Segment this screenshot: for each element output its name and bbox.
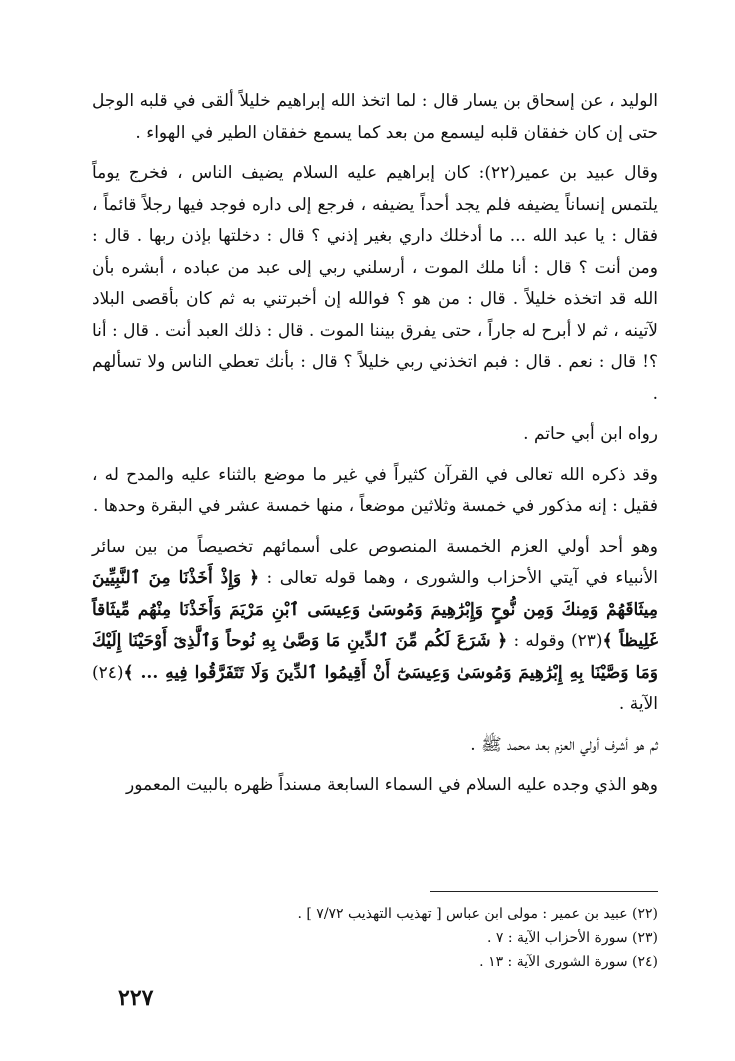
footnote-22: (٢٢) عبيد بن عمير : مولى ابن عباس [ تهذيب التهذيب ٧/٧٢ ] . — [297, 906, 658, 922]
paragraph-6: ثم هو أشرف أولي العزم بعد محمد ﷺ . — [470, 734, 658, 755]
main-text — [92, 86, 658, 802]
paragraph-5-mid: وقوله : — [507, 631, 571, 651]
page-number: ٢٢٧ — [118, 985, 154, 1011]
paragraph-4: وقد ذكره الله تعالى في القرآن كثيراً في غير ما موضع بالثناء عليه والمدح له ، فقيل : إنه مذكور في خمسة وثلاثين موضعاً ، منها خمسة عشر في البقرة وحدها . — [92, 464, 658, 516]
paragraph-2: وقال عبيد بن عمير(٢٢): كان إبراهيم عليه السلام يضيف الناس ، فخرج يوماً يلتمس إنساناً يضيفه فلم يجد أحداً يضيفه ، فرجع إلى داره فوجد فيها رجلاً قائماً ، فقال : يا عبد الله ... ما أدخلك داري بغير إذني ؟ قال : دخلتها بإذن ربها . قال : ومن أنت ؟ قال : أنا ملك الموت ، أرسلني ربي إلى عبد من عباده ، أبشره بأن الله قد اتخذه خليلاً . قال : من هو ؟ فوالله إن أخبرتني به ثم كان بأقصى البلاد لآتينه ، ثم لا أبرح له جاراً ، حتى يفرق بيننا الموت . قال : ذلك العبد أنت . قال : أنا ؟! قال : نعم . قال : فبم اتخذني ربي خليلاً ؟ قال : بأنك تعطي الناس ولا تسألهم . — [92, 163, 658, 404]
paragraph-1: الوليد ، عن إسحاق بن يسار قال : لما اتخذ الله إبراهيم خليلاً ألقى في قلبه الوجل حتى إن كان خفقان قلبه ليسمع من بعد كما يسمع خفقان الطير في الهواء . — [92, 91, 658, 143]
paragraph-5-intro: وهو أحد أولي العزم الخمسة المنصوص على أسمائهم تخصيصاً من بين سائر الأنبياء في آيتي الأحزاب والشورى ، وهما قوله تعالى : — [92, 536, 659, 588]
paragraph-7: وهو الذي وجده عليه السلام في السماء السابعة مسنداً ظهره بالبيت المعمور — [126, 775, 658, 795]
paragraph-5 — [92, 532, 658, 721]
footnote-divider — [430, 891, 658, 892]
footnote-ref-24: (٢٤) — [92, 662, 124, 683]
paragraph-3: رواه ابن أبي حاتم . — [523, 424, 658, 444]
footnote-ref-23: (٢٣) — [571, 631, 603, 651]
footnote-24: (٢٤) سورة الشورى الآية : ١٣ . — [479, 954, 658, 970]
footnote-23: (٢٣) سورة الأحزاب الآية : ٧ . — [486, 930, 658, 946]
quran-verse-shura: ﴿ شَرَعَ لَكُم مِّنَ ٱلدِّينِ مَا وَصَّىٰ بِهِ نُوحاً وَٱلَّذِىٓ أَوْحَيْنَا إِلَيْكَ وَمَا وَصَّيْنَا بِهِ إِبْرَٰهِيمَ وَمُوسَىٰ وَعِيسَىٰٓ أَنْ أَقِيمُوا ٱلدِّينَ وَلَا تَتَفَرَّقُوا فِيهِ ... ﴾ — [92, 631, 658, 683]
footnotes — [92, 902, 658, 974]
paragraph-5-end: الآية . — [618, 694, 658, 714]
quran-verse-ahzab: ﴿ وَإِذْ أَخَذْنَا مِنَ ٱلنَّبِيِّينَ مِيثَاقَهُمْ وَمِنكَ وَمِن نُّوحٍ وَإِبْرَٰهِيمَ وَمُوسَىٰ وَعِيسَى ٱبْنِ مَرْيَمَ وَأَخَذْنَا مِنْهُم مِّيثَاقاً غَلِيظاً ﴾ — [92, 568, 658, 651]
